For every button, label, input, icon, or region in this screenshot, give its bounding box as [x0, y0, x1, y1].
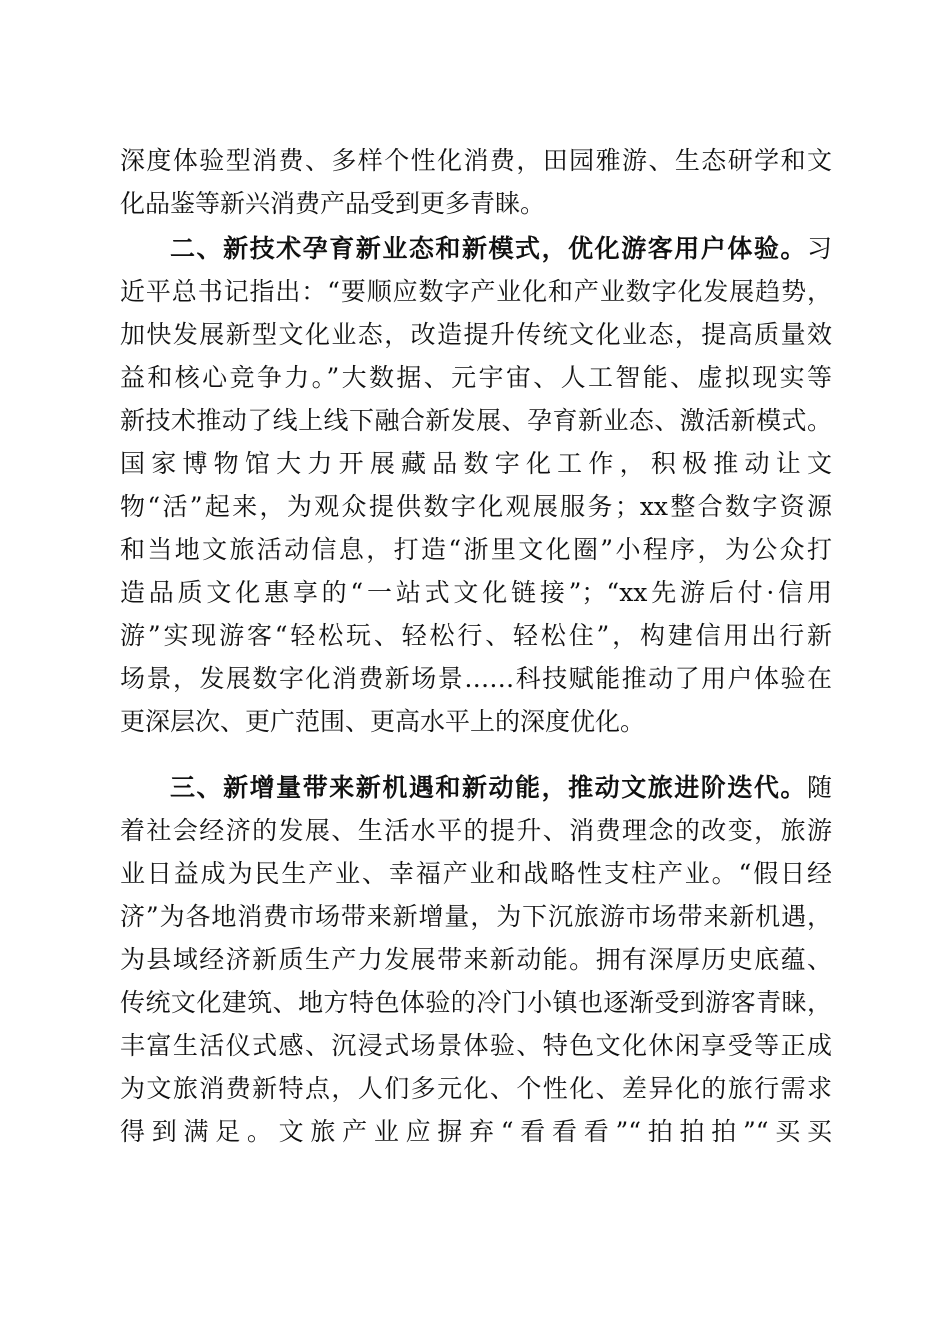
text-fragment: 随 [806, 773, 832, 802]
text-line: 游”实现游客“轻松玩、轻松行、轻松住”，构建信用出行新 [120, 621, 832, 650]
text-line: 和当地文旅活动信息，打造“浙里文化圈”小程序，为公众打 [120, 535, 832, 564]
text-line: 益和核心竞争力。”大数据、元宇宙、人工智能、虚拟现实等 [120, 363, 832, 392]
text-line: 为文旅消费新特点，人们多元化、个性化、差异化的旅行需求 [120, 1074, 832, 1103]
text-line: 物“活”起来，为观众提供数字化观展服务；xx整合数字资源 [120, 492, 832, 521]
text-line: 化品鉴等新兴消费产品受到更多青睐。 [120, 189, 546, 218]
paragraph-1 [120, 139, 832, 225]
text-line: 丰富生活仪式感、沉浸式场景体验、特色文化休闲享受等正成 [120, 1031, 832, 1060]
paragraph-first-line [120, 766, 832, 809]
section-heading: 二、新技术孕育新业态和新模式，优化游客用户体验。 [170, 234, 807, 263]
section-heading: 三、新增量带来新机遇和新动能，推动文旅进阶迭代。 [170, 773, 807, 802]
paragraph-2 [120, 227, 832, 743]
paragraph-first-line [120, 227, 832, 270]
text-line: 造品质文化惠享的“一站式文化链接”；“xx先游后付·信用 [120, 578, 832, 607]
text-line: 近平总书记指出：“要顺应数字产业化和产业数字化发展趋势， [120, 277, 832, 306]
text-line: 济”为各地消费市场带来新增量，为下沉旅游市场带来新机遇， [120, 902, 832, 931]
text-line: 为县域经济新质生产力发展带来新动能。拥有深厚历史底蕴、 [120, 945, 832, 974]
text-line: 新技术推动了线上线下融合新发展、孕育新业态、激活新模式。 [120, 406, 832, 435]
text-line: 着社会经济的发展、生活水平的提升、消费理念的改变，旅游 [120, 816, 832, 845]
text-line: 业日益成为民生产业、幸福产业和战略性支柱产业。“假日经 [120, 859, 832, 888]
text-line: 深度体验型消费、多样个性化消费，田园雅游、生态研学和文 [120, 146, 832, 175]
text-line: 传统文化建筑、地方特色体验的冷门小镇也逐渐受到游客青睐， [120, 988, 832, 1017]
text-line: 得到满足。文旅产业应摒弃“看看看”“拍拍拍”“买买 [120, 1117, 832, 1146]
text-line: 更深层次、更广范围、更高水平上的深度优化。 [120, 707, 646, 736]
text-fragment: 习 [806, 234, 832, 263]
text-line: 场景，发展数字化消费新场景……科技赋能推动了用户体验在 [120, 664, 832, 693]
text-line: 国家博物馆大力开展藏品数字化工作，积极推动让文 [120, 449, 832, 478]
paragraph-3 [120, 766, 832, 1153]
text-line: 加快发展新型文化业态，改造提升传统文化业态，提高质量效 [120, 320, 832, 349]
